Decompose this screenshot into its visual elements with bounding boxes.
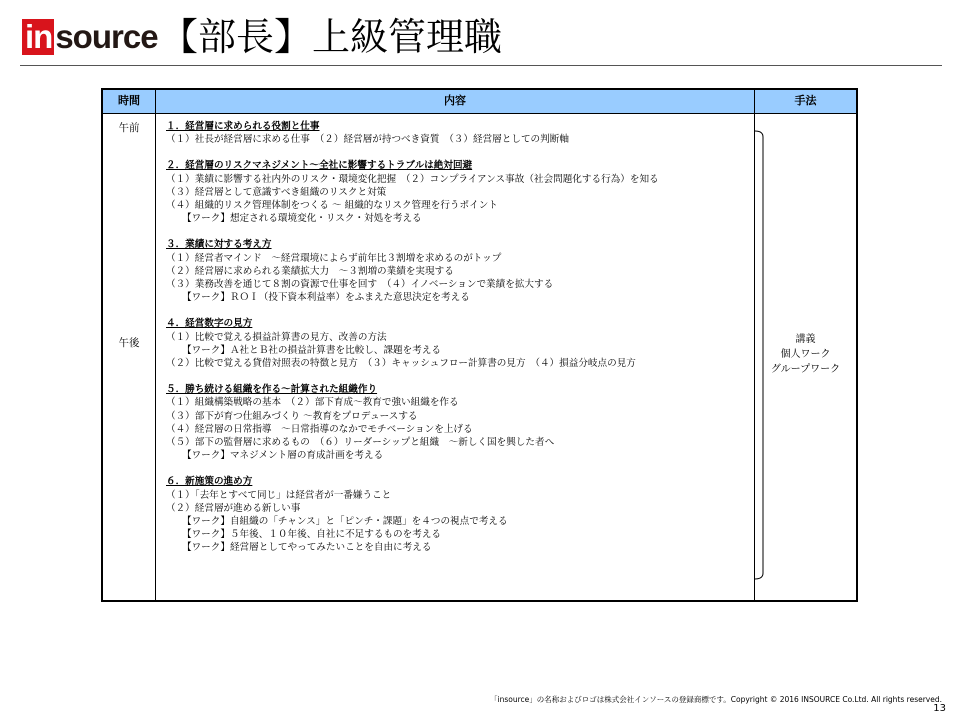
topic-item: （３）業務改善を通じて８割の資源で仕事を回す （４）イノベーションで業績を拡大する: [166, 279, 554, 291]
title-divider: [20, 65, 942, 66]
topic-item: （２）経営層が進める新しい事: [166, 502, 301, 514]
insource-logo: [22, 19, 158, 55]
work-item: 【ワーク】Ａ社とＢ社の損益計算書を比較し、課題を考える: [182, 344, 442, 356]
topic-item: （３）部下が育つ仕組みづくり ～教育をプロデュースする: [166, 410, 418, 422]
page-number: 13: [933, 703, 946, 714]
curriculum-section: [166, 120, 751, 146]
page-title: 【部長】上級管理職: [160, 15, 503, 59]
method-list: [755, 332, 856, 377]
time-afternoon: 午後: [118, 337, 140, 349]
curriculum-content: [166, 120, 751, 568]
header-time: 時間: [118, 94, 140, 107]
topic-item: （２）経営層に求められる業績拡大力 ～３割増の業績を実現する: [166, 265, 454, 277]
column-divider-1: [155, 90, 156, 600]
work-item: 【ワーク】ＲＯＩ（投下資本利益率）をふまえた意思決定を考える: [182, 292, 470, 304]
work-item: 【ワーク】マネジメント層の育成計画を考える: [182, 450, 384, 462]
topic-item: （５）部下の監督層に求めるもの （６）リーダーシップと組織 ～新しく国を興した者へ: [166, 437, 555, 449]
curriculum-section: [166, 159, 751, 225]
logo-text: source: [55, 18, 158, 55]
section-heading: ３．業績に対する考え方: [166, 239, 272, 251]
header-method: 手法: [794, 94, 817, 107]
copyright-footer: 「insource」の名称およびロゴは株式会社インソースの登録商標です。Copyright © 2016 INSOURCE Co.Ltd. All rights reserved.: [490, 695, 942, 704]
section-heading: ６．新施策の進め方: [166, 476, 253, 488]
section-heading: ５．勝ち続ける組織を作る～計算された組織作り: [166, 384, 378, 396]
work-item: 【ワーク】自組織の「チャンス」と「ピンチ・課題」を４つの視点で考える: [182, 516, 508, 528]
time-morning: 午前: [118, 122, 140, 134]
section-heading: ４．経営数字の見方: [166, 318, 253, 330]
topic-item: （４）組織的リスク管理体制をつくる ～ 組織的なリスク管理を行うポイント: [166, 200, 498, 212]
method-item: グループワーク: [770, 364, 841, 375]
topic-item: （１）業績に影響する社内外のリスク・環境変化把握 （２）コンプライアンス事故（社会問題化する行為）を知る: [166, 173, 659, 185]
section-heading: １．経営層に求められる役割と仕事: [166, 121, 320, 132]
topic-item: （３）経営層として意識すべき組織のリスクと対策: [166, 186, 387, 198]
curriculum-section: [166, 238, 751, 304]
topic-item: （１）比較で覚える損益計算書の見方、改善の方法: [166, 331, 387, 343]
work-item: 【ワーク】５年後、１０年後、自社に不足するものを考える: [182, 529, 442, 541]
logo-red-block: in: [22, 19, 54, 55]
curriculum-section: [166, 317, 751, 370]
topic-item: （２）比較で覚える貸借対照表の特徴と見方 （３）キャッシュフロー計算書の見方 （４）損益分岐点の見方: [166, 358, 636, 370]
topic-item: （１）「去年とすべて同じ」は経営者が一番嫌うこと: [166, 489, 392, 501]
method-item: 個人ワーク: [780, 349, 831, 360]
topic-item: （１）経営者マインド ～経営環境によらず前年比３割増を求めるのがトップ: [166, 252, 502, 264]
section-heading: ２．経営層のリスクマネジメント～全社に影響するトラブルは絶対回避: [166, 160, 473, 172]
topic-item: （１）組織構築戦略の基本 （２）部下育成～教育で強い組織を作る: [166, 397, 459, 409]
work-item: 【ワーク】想定される環境変化・リスク・対処を考える: [182, 213, 422, 225]
table-header-row: [103, 90, 856, 114]
curriculum-section: [166, 383, 751, 462]
work-item: 【ワーク】経営層としてやってみたいことを自由に考える: [182, 542, 432, 554]
method-item: 講義: [795, 334, 816, 345]
topic-item: （１）社長が経営層に求める仕事 （２）経営層が持つべき資質 （３）経営層としての判断軸: [166, 134, 569, 146]
header-content: 内容: [444, 94, 466, 107]
curriculum-section: [166, 475, 751, 554]
topic-item: （４）経営層の日常指導 ～日常指導のなかでモチベーションを上げる: [166, 423, 473, 435]
curriculum-table: [101, 88, 858, 602]
